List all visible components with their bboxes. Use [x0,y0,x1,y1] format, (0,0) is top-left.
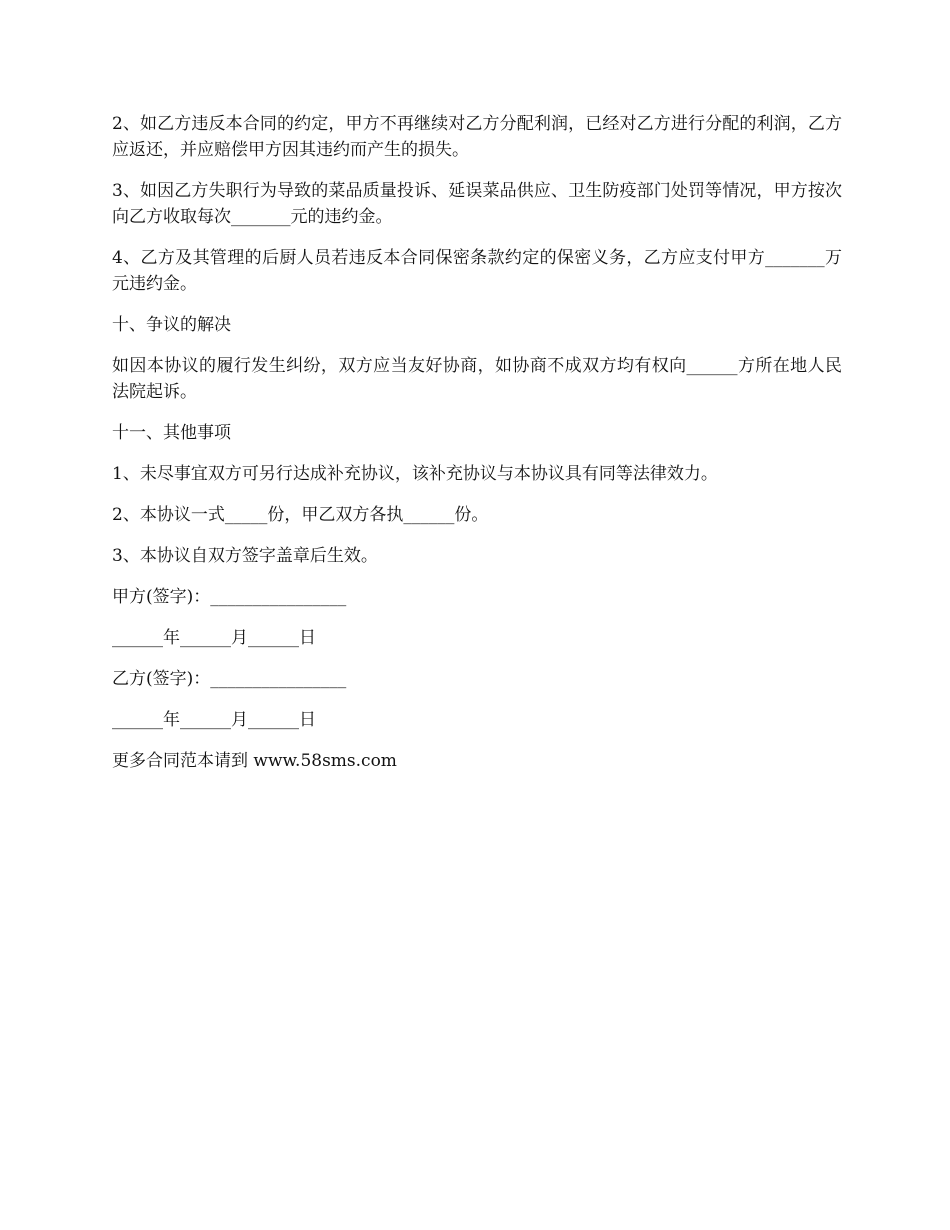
document-body [112,111,842,789]
footer-more-templates: 更多合同范本请到 www.58sms.com [112,751,397,771]
party-a-signature-line: 甲方(签字)：________________ [112,587,347,607]
clause-supplementary-agreement: 1、未尽事宜双方可另行达成补充协议，该补充协议与本协议具有同等法律效力。 [112,464,718,484]
clause-breach-quality-penalty: 3、如因乙方失职行为导致的菜品质量投诉、延误菜品供应、卫生防疫部门处罚等情况，甲方按次向乙方收取每次_______元的违约金。 [112,181,842,227]
clause-breach-confidentiality: 4、乙方及其管理的后厨人员若违反本合同保密条款约定的保密义务，乙方应支付甲方_______万元违约金。 [112,248,842,294]
party-b-signature-line: 乙方(签字)：________________ [112,669,347,689]
clause-copies: 2、本协议一式_____份，甲乙双方各执______份。 [112,505,489,525]
clause-effective: 3、本协议自双方签字盖章后生效。 [112,546,378,566]
section-heading-dispute: 十、争议的解决 [112,315,231,335]
party-b-date-line: ______年______月______日 [112,710,316,730]
clause-dispute-resolution: 如因本协议的履行发生纠纷，双方应当友好协商，如协商不成双方均有权向______方所在地人民法院起诉。 [112,356,842,402]
section-heading-other-matters: 十一、其他事项 [112,423,231,443]
clause-breach-profit: 2、如乙方违反本合同的约定，甲方不再继续对乙方分配利润，已经对乙方进行分配的利润，乙方应返还，并应赔偿甲方因其违约而产生的损失。 [112,114,842,160]
party-a-date-line: ______年______月______日 [112,628,316,648]
